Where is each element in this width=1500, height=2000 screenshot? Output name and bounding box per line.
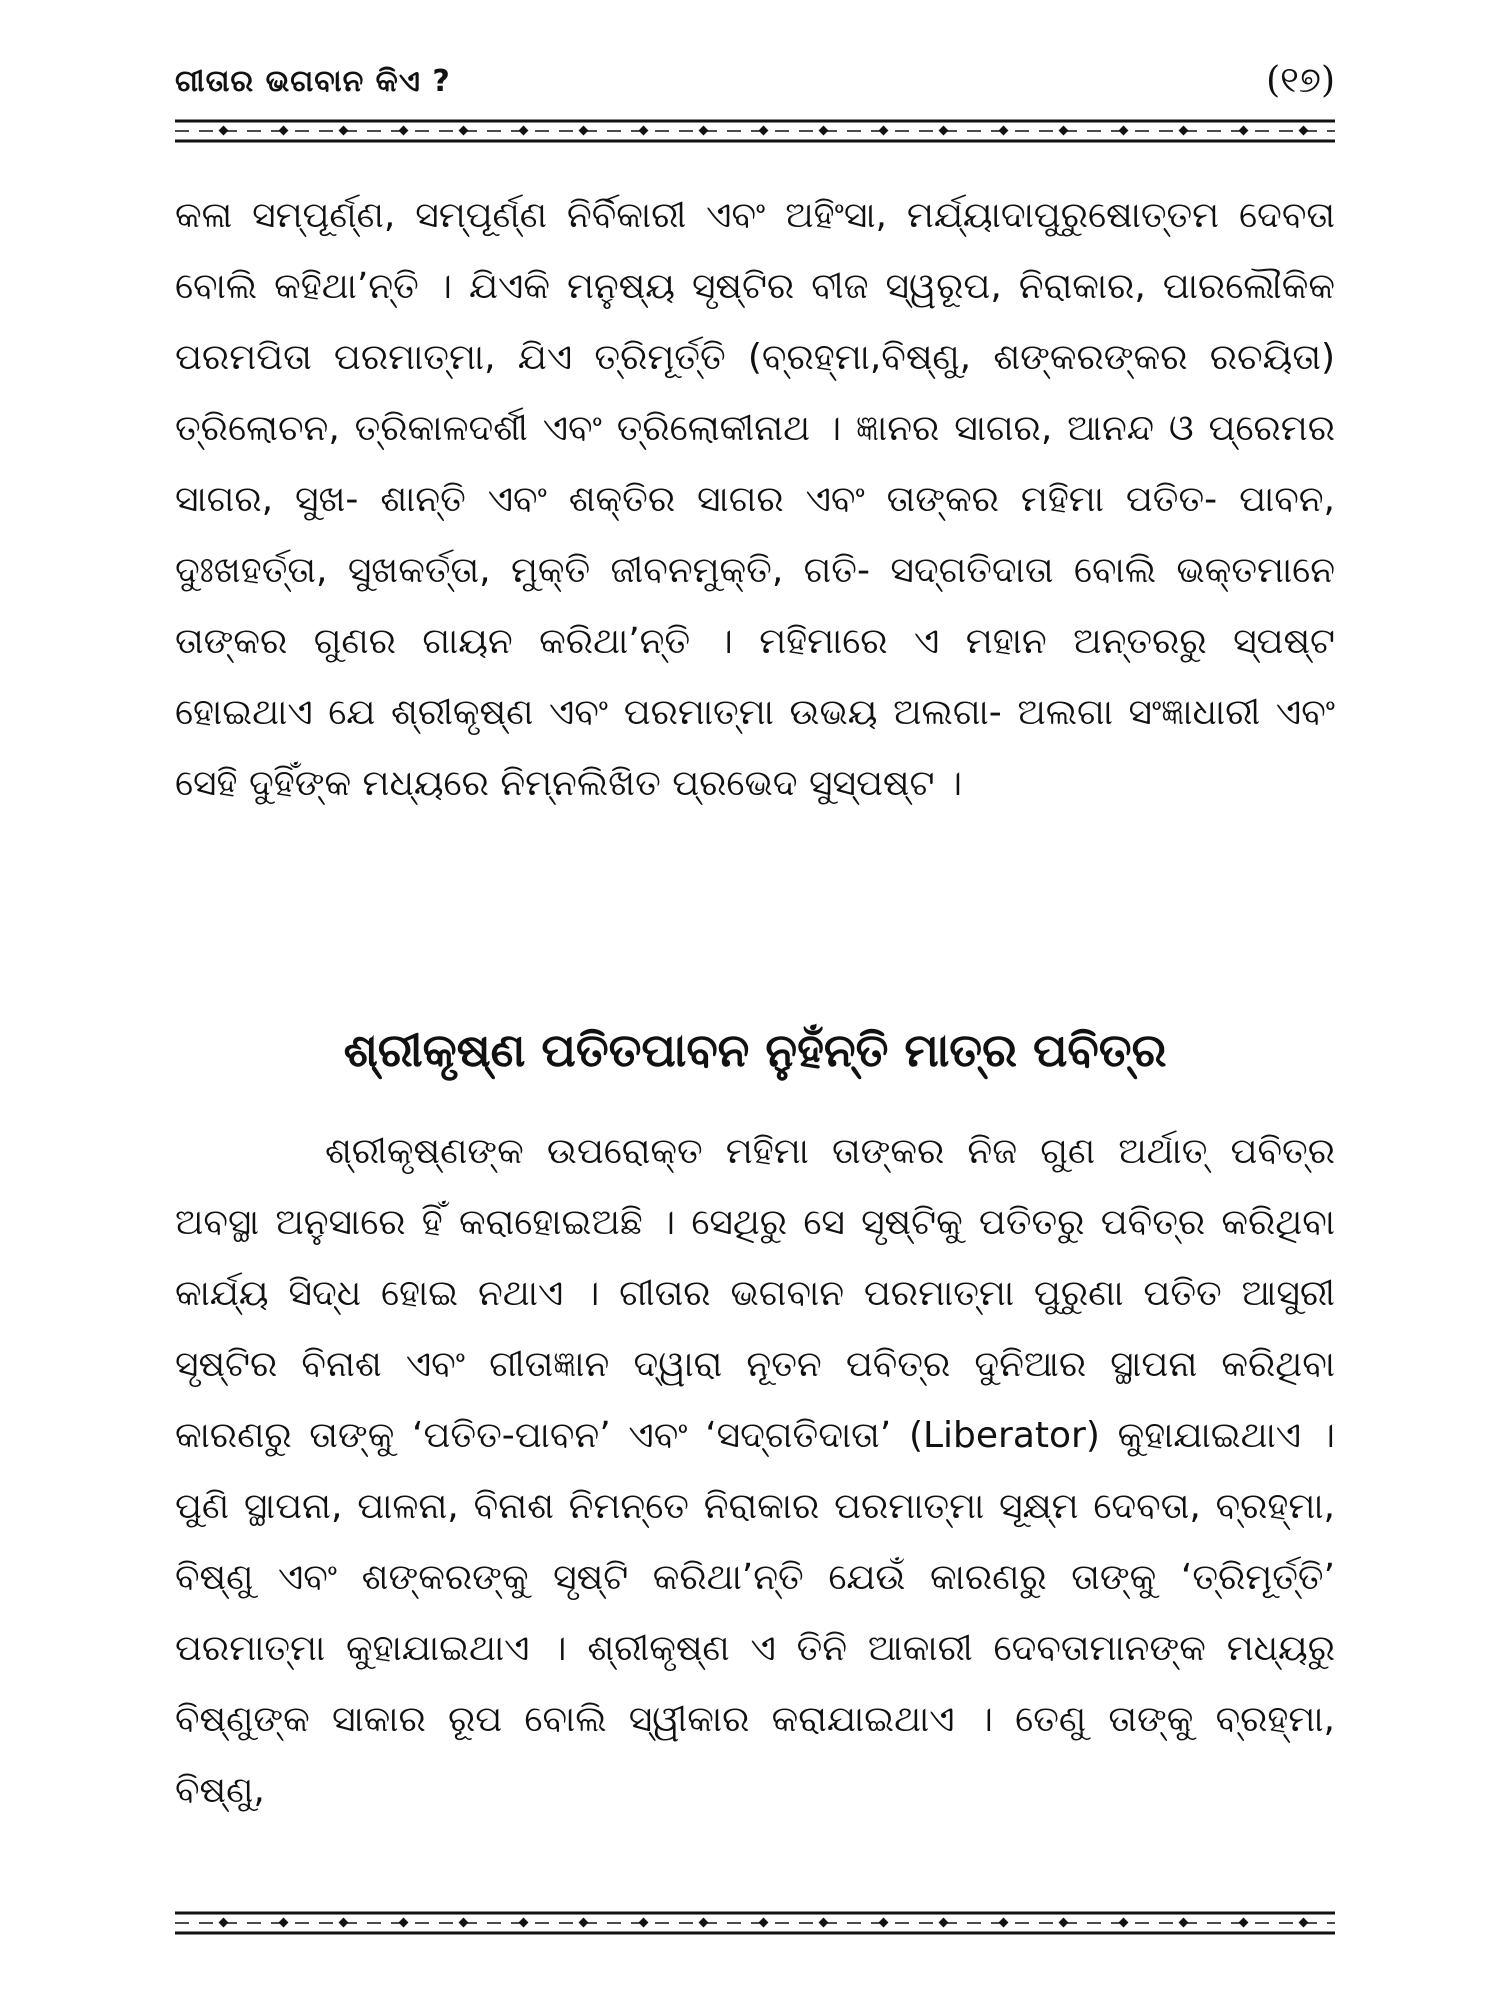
- paragraph-text: କଳା ସମ୍ପୂର୍ଣ୍ଣ, ସମ୍ପୂର୍ଣ୍ଣ ନିର୍ବିକାରୀ ଏବଂ ଅହିଂସା, ମର୍ଯ୍ୟାଦାପୁରୁଷୋତ୍ତମ ଦେବତା ବୋଲି କହିଥା’ନ୍ତି । ଯିଏକି ମନୁଷ୍ୟ ସୃଷ୍ଟିର ବୀଜ ସ୍ୱରୂପ, ନିରାକାର, ପାରଲୌକିକ ପରମପିତା ପରମାତ୍ମା, ଯିଏ ତ୍ରିମୂର୍ତ୍ତି (ବ୍ରହ୍ମା,ବିଷ୍ଣୁ, ଶଙ୍କରଙ୍କର ରଚୟିତା) ତ୍ରିଲୋଚନ, ତ୍ରିକାଳଦର୍ଶୀ ଏବଂ ତ୍ରିଲୋକୀନାଥ । ଜ୍ଞାନର ସାଗର, ଆନନ୍ଦ ଓ ପ୍ରେମର ସାଗର, ସୁଖ- ଶାନ୍ତି ଏବଂ ଶକ୍ତିର ସାଗର ଏବଂ ତାଙ୍କର ମହିମା ପତିତ- ପାବନ, ଦୁଃଖହର୍ତ୍ତା, ସୁଖକର୍ତ୍ତା, ମୁକ୍ତି ଜୀବନମୁକ୍ତି, ଗତି- ସଦ୍‌ଗତିଦାତା ବୋଲି ଭକ୍ତମାନେ ତାଙ୍କର ଗୁଣର ଗାୟନ କରିଥା’ନ୍ତି । ମହିମାରେ ଏ ମହାନ ଅନ୍ତରରୁ ସ୍ପଷ୍ଟ ହୋଇଥାଏ ଯେ ଶ୍ରୀକୃଷ୍ଣ ଏବଂ ପରମାତ୍ମା ଉଭୟ ଅଲଗା- ଅଲଗା ସଂଜ୍ଞାଧାରୀ ଏବଂ ସେହି ଦୁହିଁଙ୍କ ମଧ୍ୟରେ ନିମ୍ନଲିଖିତ ପ୍ରଭେଦ ସୁସ୍ପଷ୍ଟ ।: [175, 195, 1335, 804]
- book-page: [175, 40, 1335, 1960]
- bottom-ornamental-border: [175, 1910, 1335, 1936]
- body-paragraph-2: [175, 1116, 1335, 1826]
- page-header: [175, 60, 1335, 120]
- page-number: (୧୭): [1266, 60, 1335, 101]
- section-heading: ଶ୍ରୀକୃଷ୍ଣ ପତିତପାବନ ନୁହଁନ୍ତି ମାତ୍ର ପବିତ୍ର: [343, 1023, 1167, 1077]
- top-ornamental-border: [175, 118, 1335, 144]
- running-title: ଗୀତାର ଭଗବାନ କିଏ ?: [175, 64, 451, 99]
- body-paragraph-1: [175, 180, 1335, 819]
- paragraph-text: ଶ୍ରୀକୃଷ୍ଣଙ୍କ ଉପରୋକ୍ତ ମହିମା ତାଙ୍କର ନିଜ ଗୁଣ ଅର୍ଥାତ୍ ପବିତ୍ର ଅବସ୍ଥା ଅନୁସାରେ ହିଁ କରାହୋଇଅଛି । ସେଥିରୁ ସେ ସୃଷ୍ଟିକୁ ପତିତରୁ ପବିତ୍ର କରିଥିବା କାର୍ଯ୍ୟ ସିଦ୍ଧ ହୋଇ ନଥାଏ । ଗୀତାର ଭଗବାନ ପରମାତ୍ମା ପୁରୁଣା ପତିତ ଆସୁରୀ ସୃଷ୍ଟିର ବିନାଶ ଏବଂ ଗୀତାଜ୍ଞାନ ଦ୍ୱାରା ନୂତନ ପବିତ୍ର ଦୁନିଆର ସ୍ଥାପନା କରିଥିବା କାରଣରୁ ତାଙ୍କୁ ‘ପତିତ-ପାବନ’ ଏବଂ ‘ସଦ୍‌ଗତିଦାତା’ (Liberator) କୁହାଯାଇଥାଏ । ପୁଣି ସ୍ଥାପନା, ପାଳନା, ବିନାଶ ନିମନ୍ତେ ନିରାକାର ପରମାତ୍ମା ସୂକ୍ଷ୍ମ ଦେବତା, ବ୍ରହ୍ମା, ବିଷ୍ଣୁ ଏବଂ ଶଙ୍କରଙ୍କୁ ସୃଷ୍ଟି କରିଥା’ନ୍ତି ଯେଉଁ କାରଣରୁ ତାଙ୍କୁ ‘ତ୍ରିମୂର୍ତ୍ତି’ ପରମାତ୍ମା କୁହାଯାଇଥାଏ । ଶ୍ରୀକୃଷ୍ଣ ଏ ତିନି ଆକାରୀ ଦେବତାମାନଙ୍କ ମଧ୍ୟରୁ ବିଷ୍ଣୁଙ୍କ ସାକାର ରୂପ ବୋଲି ସ୍ୱୀକାର କରାଯାଇଥାଏ । ତେଣୁ ତାଙ୍କୁ ବ୍ରହ୍ମା, ବିଷ୍ଣୁ,: [175, 1131, 1335, 1811]
